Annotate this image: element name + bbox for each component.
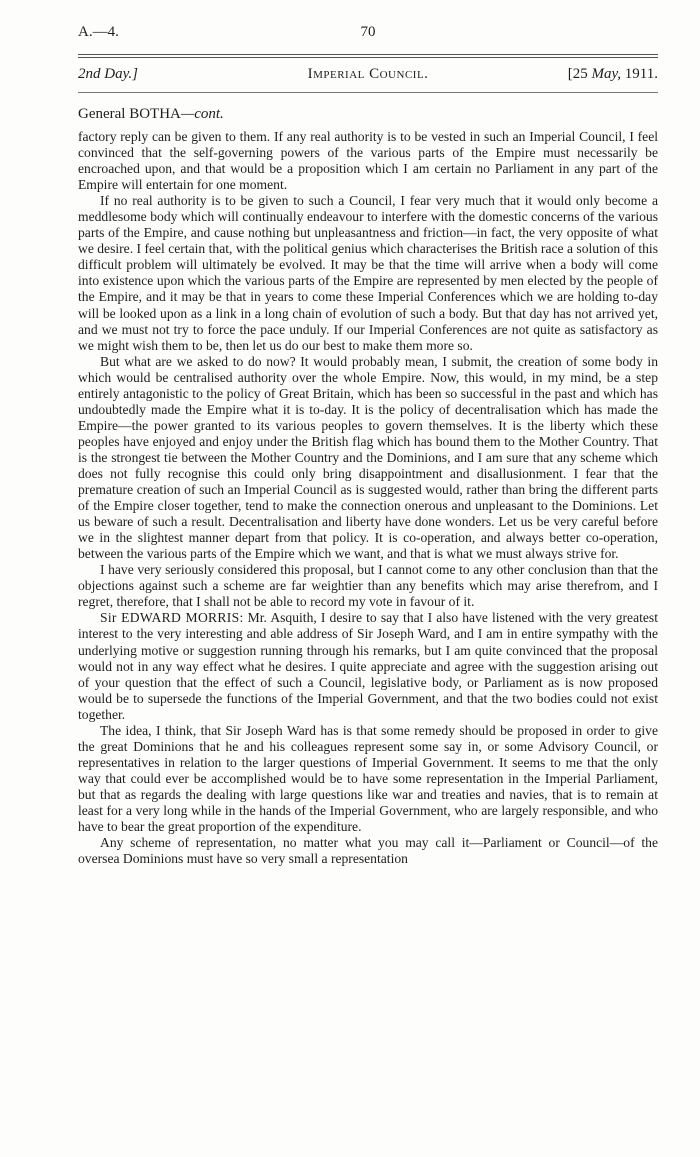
speaker-continued [78, 106, 224, 123]
paragraph-text: The idea, I think, that Sir Joseph Ward has is that some remedy should be proposed in order to give the great Dominions that he and his colleagues represent some say in, or some Advisory Council, or representatives in relation to the larger questions of Imperial Government. It seems to me that the only way that could ever be accomplished would be to have some representation in the Imperial Parliament, but that as regards the dealing with large questions like war and treaties and navies, that is to remain at least for a very long while in the hands of the Imperial Government, who are largely responsible, and who have to bear the great proportion of the expenditure. [78, 722, 658, 835]
date-open: [25 [567, 66, 592, 82]
paragraph-1 [78, 129, 658, 193]
paragraph-4 [78, 562, 658, 610]
paragraph-7 [78, 835, 658, 867]
paragraph-text: If no real authority is to be given to such a Council, I fear very much that it would only become a meddlesome body which will continually endeavour to interfere with the domestic concerns of the various parts of the Empire, and cause nothing but unpleasantness and friction—in fact, the very opposite of what we desire. I feel certain that, with the political genius which characterises the British race a solution of this difficult problem will ultimately be evolved. It may be that the time will arrive when a body will come into existence upon which the various parts of the Empire are represented by men elected by the people of the Empire, and it may be that in years to come these Imperial Conferences which we are holding to-day will be looked upon as a link in a long chain of evolution of such a body. But that day has not arrived yet, and we must not try to force the pace unduly. If our Imperial Conferences are not quite as satisfactory as we might wish them to be, then let us do our best to make them more so. [78, 193, 658, 353]
paragraph-2 [78, 193, 658, 353]
header-rule-upper [78, 54, 658, 55]
paragraph-3 [78, 354, 658, 563]
paragraph-text: factory reply can be given to them. If any real authority is to be vested in such an Imperial Council, I feel convinced that the self-governing powers of the various parts of the Empire must necessarily be encroached upon, and that would be a proposition which I am certain no Parliament in any part of the Empire will entertain for one moment. [78, 129, 658, 193]
speaker-name: Sir EDWARD MORRIS: [100, 610, 244, 626]
paragraph-6 [78, 723, 658, 835]
paragraph-5 [78, 610, 658, 722]
page-number: 70 [360, 24, 376, 40]
date-month: May, [591, 66, 622, 82]
speaker-continued-suffix: —cont. [180, 106, 224, 122]
header-rule-lower [78, 57, 658, 58]
running-head-title: Imperial Council. [307, 66, 429, 82]
running-head [78, 66, 658, 86]
paragraph-text: Mr. Asquith, I desire to say that I also have listened with the very greatest interest to the very interesting and able address of Sir Joseph Ward, and I am in entire sympathy with the underlying motive or suggestion running through his remarks, but I am quite convinced that the proposal would not in any way effect what he desires. I quite appreciate and agree with the suggestion arising out of your question that the effect of such a Council, legislative body, or Parliament as is now proposed would be to supersede the functions of the Imperial Government, and that the two bodies could not exist together. [78, 610, 658, 722]
running-head-date [568, 66, 658, 83]
date-year: 1911. [621, 66, 658, 82]
running-head-rule [78, 92, 658, 93]
body-text [78, 129, 658, 867]
speaker-continued-name: General BOTHA [78, 106, 181, 122]
paragraph-text: I have very seriously considered this proposal, but I cannot come to any other conclusion than that the objections against such a scheme are far weightier than any benefits which may arise therefrom, and I regret, therefore, that I shall not be able to record my vote in favour of it. [78, 562, 658, 610]
document-reference: A.—4. [78, 24, 119, 40]
paragraph-text: Any scheme of representation, no matter what you may call it—Parliament or Council—of the oversea Dominions must have so very small a representation [78, 835, 658, 867]
paragraph-text: But what are we asked to do now? It would probably mean, I submit, the creation of some body in which would be centralised authority over the whole Empire. Now, this would, in my mind, be a step entirely antagonistic to the policy of Great Britain, which has been so successful in the past and which has undoubtedly made the Empire what it is to-day. It is the policy of decentralisation which has made the Empire—the power granted to its various peoples to govern themselves. It is the liberty which these peoples have enjoyed and enjoy under the British flag which has bound them to the Mother Country. That is the strongest tie between the Mother Country and the Dominions, and I am sure that any scheme which does not fully recognise this could only bring disappointment and disallusionment. I fear that the premature creation of such an Imperial Council as is suggested would, rather than bring the different parts of the Empire closer together, tend to make the connection onerous and unpleasant to the Dominions. Let us beware of such a result. Decentralisation and liberty have done wonders. Let us be very careful before we in the slightest manner depart from that policy. It is co-operation, and always better co-operation, between the various parts of the Empire which we want, and that is what we must always strive for. [78, 353, 658, 562]
page-top-row [78, 24, 658, 46]
running-head-day: 2nd Day.] [78, 66, 138, 82]
